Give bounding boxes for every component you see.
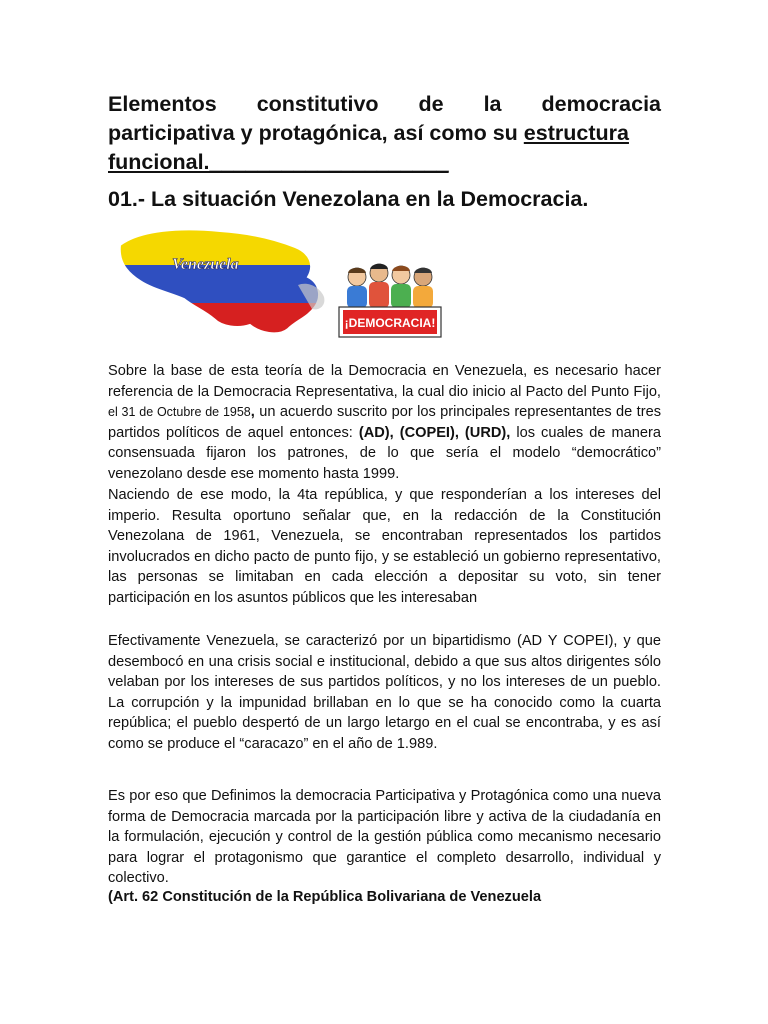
- section-heading: 01.- La situación Venezolana en la Democracia.: [108, 187, 589, 211]
- title-line-2: [108, 119, 661, 148]
- map-label: Venezuela: [172, 256, 239, 273]
- title-word: Elementos: [108, 92, 217, 116]
- paragraph-1-comma: ,: [250, 404, 255, 421]
- paragraph-3: Efectivamente Venezuela, se caracterizó por un bipartidismo (AD Y COPEI), y que desembocó en una crisis social e institucional, debido a que sus altos dirigentes sólo velaban por los intereses de sus partidos políticos, y no los intereses de un pueblo. La corrupción y la impunidad brillaban en lo que se ha conocido como la cuarta república; el pueblo despertó de un largo letargo en el cual se encontraba, y es así como se produce el “caracazo” en el año de 1.989.: [108, 633, 661, 752]
- title-underlined-text: estructura: [523, 121, 629, 145]
- title-word: democracia: [541, 92, 661, 116]
- sign-label: ¡DEMOCRACIA!: [344, 316, 436, 330]
- illustrations: [110, 225, 470, 345]
- paragraph-1: [108, 361, 661, 485]
- title-line-3: funcional.____________________: [108, 150, 449, 174]
- paragraph-4: Es por eso que Definimos la democracia Participativa y Protagónica como una nueva forma de Democracia marcada por la participación libre y activa de la ciudadanía en la formulación, ejecución y control de la gestión pública como mecanismo necesario para lograr el protagonismo que garantice el completo desarrollo, individual y colectivo.: [108, 788, 661, 887]
- title-text: participativa y protagónica, así como su: [108, 121, 524, 145]
- paragraph-1-text-a: Sobre la base de esta teoría de la Democracia en Venezuela, es necesario hacer referencia de la Democracia Representativa, la cual dio inicio al Pacto del Punto Fijo,: [108, 363, 661, 400]
- article-reference: (Art. 62 Constitución de la República Bolivariana de Venezuela: [108, 889, 542, 905]
- title-word: la: [483, 92, 502, 116]
- paragraph-2: Naciendo de ese modo, la 4ta república, y que responderían a los intereses del imperio. Resulta oportuno señalar que, en la redacción de la Constitución Venezolana de 1961, Venezuela, se encontraban representados los partidos involucrados en dicho pacto de punto fijo, y se estableció un gobierno representativo, las personas se limitaban en cada elección a depositar su voto, sin tener participación en los asuntos públicos que les interesaban: [108, 487, 661, 606]
- page-title: [108, 90, 661, 177]
- title-word: de: [418, 92, 444, 116]
- paragraph-1-text-b: un acuerdo suscrito por los principales representantes de tres partidos políticos de aquel entonces:: [108, 404, 662, 441]
- democracy-sign-image: [339, 264, 441, 337]
- parties-list: (AD), (COPEI), (URD),: [358, 424, 511, 441]
- title-line-1: [108, 90, 661, 119]
- paragraph-1-text-c: los cuales de manera consensuada fijaron los patrones, de lo que sería el modelo “democrático” venezolano desde ese momento hasta 1999.: [108, 424, 661, 482]
- title-word: constitutivo: [256, 92, 379, 116]
- venezuela-map-image: [110, 225, 470, 345]
- pact-date: el 31 de Octubre de 1958: [108, 405, 251, 420]
